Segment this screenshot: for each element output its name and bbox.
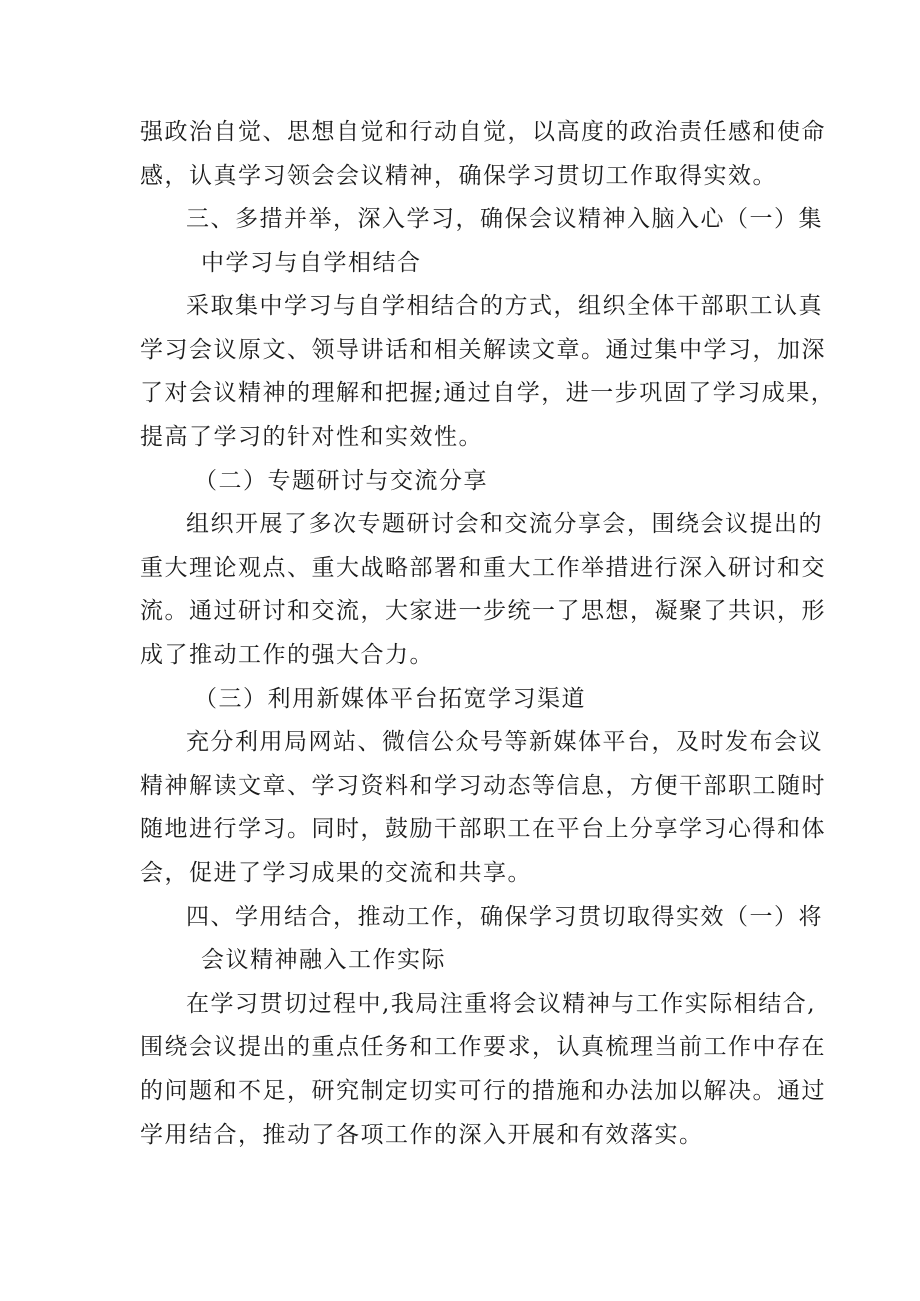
text-line: 的问题和不足，研究制定切实可行的措施和办法加以解决。通过 bbox=[140, 1078, 826, 1104]
text-line: 采取集中学习与自学相结合的方式，组织全体干部职工认真 bbox=[186, 293, 823, 319]
text-line: 流。通过研讨和交流，大家进一步统一了思想，凝聚了共识，形 bbox=[140, 598, 826, 624]
text-line: 会，促进了学习成果的交流和共享。 bbox=[140, 860, 532, 886]
text-line: 随地进行学习。同时，鼓励干部职工在平台上分享学习心得和体 bbox=[140, 816, 826, 842]
text-line: 学用结合，推动了各项工作的深入开展和有效落实。 bbox=[140, 1122, 704, 1148]
text-line: 在学习贯切过程中,我局注重将会议精神与工作实际相结合, bbox=[186, 991, 817, 1017]
text-line: 提高了学习的针对性和实效性。 bbox=[140, 424, 483, 450]
text-line: 精神解读文章、学习资料和学习动态等信息，方便干部职工随时 bbox=[140, 773, 826, 799]
text-line: 围绕会议提出的重点任务和工作要求，认真梳理当前工作中存在 bbox=[140, 1034, 826, 1060]
text-line: 重大理论观点、重大战略部署和重大工作举措进行深入研讨和交 bbox=[140, 555, 826, 581]
text-line: 组织开展了多次专题研讨会和交流分享会，围绕会议提出的 bbox=[186, 511, 823, 537]
text-line: 感，认真学习领会会议精神，确保学习贯切工作取得实效。 bbox=[140, 163, 777, 189]
text-line: 强政治自觉、思想自觉和行动自觉，以高度的政治责任感和使命 bbox=[140, 119, 826, 145]
text-line: 充分利用局网站、微信公众号等新媒体平台，及时发布会议 bbox=[186, 729, 823, 755]
subsection-heading: （三）利用新媒体平台拓宽学习渠道 bbox=[194, 686, 586, 712]
text-line: 成了推动工作的强大合力。 bbox=[140, 642, 434, 668]
section-heading: 三、多措并举，深入学习，确保会议精神入脑入心（一）集 bbox=[186, 206, 823, 232]
subsection-heading: （二）专题研讨与交流分享 bbox=[194, 468, 488, 494]
section-heading: 四、学用结合，推动工作，确保学习贯切取得实效（一）将 bbox=[186, 904, 823, 930]
section-heading-continued: 中学习与自学相结合 bbox=[201, 250, 422, 276]
text-line: 学习会议原文、领导讲话和相关解读文章。通过集中学习，加深 bbox=[140, 337, 826, 363]
section-heading-continued: 会议精神融入工作实际 bbox=[201, 947, 446, 973]
text-line: 了对会议精神的理解和把握;通过自学，进一步巩固了学习成果， bbox=[140, 380, 836, 406]
